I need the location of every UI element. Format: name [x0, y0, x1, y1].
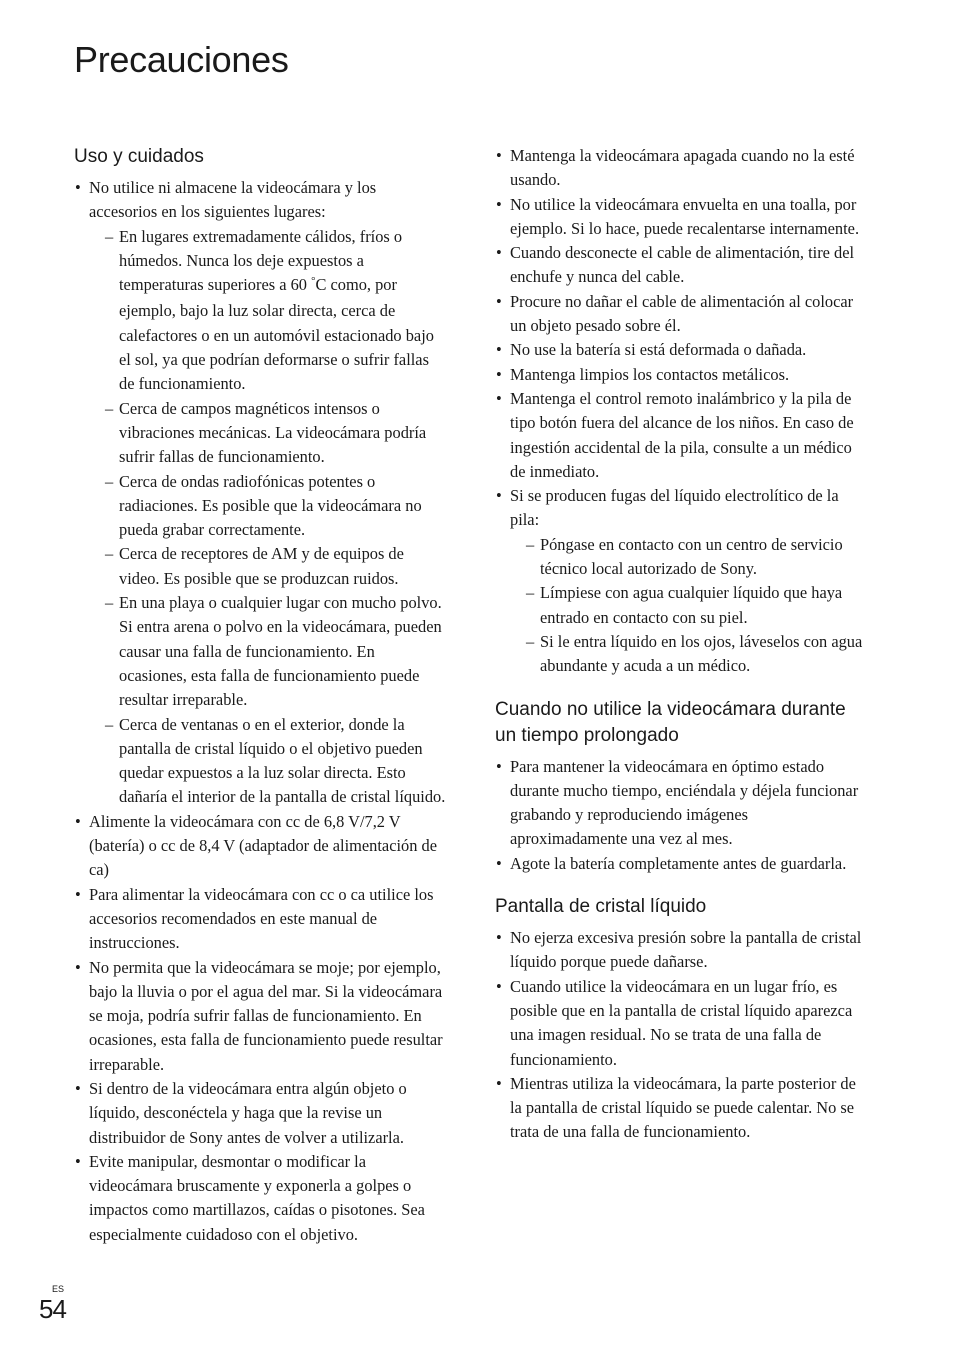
page-language-code: ES: [52, 1284, 65, 1294]
list-item: [495, 484, 867, 678]
list-item: • No utilice la videocámara envuelta en una toalla, por ejemplo. Si lo hace, puede recalentarse internamente.: [495, 193, 867, 242]
lcd-bullet-list: [495, 926, 867, 1145]
left-column: [74, 144, 446, 1247]
list-item: • Alimente la videocámara con cc de 6,8 V/7,2 V (batería) o cc de 8,4 V (adaptador de alimentación de ca): [74, 810, 446, 883]
list-item-text: No utilice ni almacene la videocámara y los accesorios en los siguientes lugares:: [89, 178, 377, 222]
list-item: • Mantenga el control remoto inalámbrico y la pila de tipo botón fuera del alcance de los niños. En caso de ingestión accidental de la pila, consulte a un médico de inmediato.: [495, 387, 867, 484]
sub-list-item: – Cerca de receptores de AM y de equipos de video. Es posible que se produzcan ruidos.: [89, 542, 446, 591]
degree-symbol: °: [311, 275, 316, 288]
care-bullet-list: [495, 144, 867, 679]
list-item: • Cuando desconecte el cable de alimentación, tire del enchufe y nunca del cable.: [495, 241, 867, 290]
sub-list-item-text-cont: C como, por ejemplo, bajo la luz solar directa, cerca de calefactores o en un automóvil estacionado bajo el sol, ya que podrían deformarse o sufrir fallas de funcionamiento.: [119, 275, 434, 394]
section-heading-lcd: Pantalla de cristal líquido: [495, 896, 707, 918]
right-column: [495, 144, 867, 1145]
sub-list-item: – Límpiese con agua cualquier líquido que haya entrado en contacto con su piel.: [510, 581, 867, 630]
sub-list-item: – En una playa o cualquier lugar con mucho polvo. Si entra arena o polvo en la videocámara, pueden causar una falla de funcionamiento. En ocasiones, esta falla de funcionamiento puede resultar irreparable.: [89, 591, 446, 712]
list-item: • Mantenga la videocámara apagada cuando no la esté usando.: [495, 144, 867, 193]
list-item: • Para mantener la videocámara en óptimo estado durante mucho tiempo, enciéndala y déjela funcionar grabando y reproduciendo imágenes aproximadamente una vez al mes.: [495, 755, 867, 852]
sub-list-item: – Cerca de ventanas o en el exterior, donde la pantalla de cristal líquido o el objetivo pueden quedar expuestos a la luz solar directa. Esto dañaría el interior de la pantalla de cristal líquido.: [89, 713, 446, 810]
section-heading-uso-y-cuidados: Uso y cuidados: [74, 146, 204, 167]
locations-sublist: [89, 225, 446, 810]
list-item-text: Si se producen fugas del líquido electrolítico de la pila:: [510, 486, 839, 530]
page-number: 54: [39, 1294, 66, 1324]
leak-sublist: [510, 533, 867, 679]
sub-list-item-text: En lugares extremadamente cálidos, fríos o húmedos. Nunca los deje expuestos a temperaturas superiores a 60: [119, 226, 403, 295]
list-item: • Si dentro de la videocámara entra algún objeto o líquido, desconéctela y haga que la revise un distribuidor de Sony antes de volver a utilizarla.: [74, 1077, 446, 1150]
sub-list-item: [89, 225, 446, 397]
list-item: • No ejerza excesiva presión sobre la pantalla de cristal líquido porque puede dañarse.: [495, 926, 867, 975]
sub-list-item: – Póngase en contacto con un centro de servicio técnico local autorizado de Sony.: [510, 533, 867, 582]
sub-list-item: – Cerca de ondas radiofónicas potentes o radiaciones. Es posible que la videocámara no pueda grabar correctamente.: [89, 470, 446, 543]
list-item: • No permita que la videocámara se moje; por ejemplo, bajo la lluvia o por el agua del mar. Si la videocámara se moja, podría sufrir fallas de funcionamiento. En ocasiones, esta falla de funcionamiento puede resultar irreparable.: [74, 956, 446, 1077]
section-heading-no-use: Cuando no utilice la videocámara durante un tiempo prolongado: [495, 698, 846, 746]
uso-bullet-list: [74, 176, 446, 1247]
no-use-bullet-list: [495, 755, 867, 876]
list-item: • Mantenga limpios los contactos metálicos.: [495, 363, 867, 387]
sub-list-item: – Si le entra líquido en los ojos, láveselos con agua abundante y acuda a un médico.: [510, 630, 867, 679]
sub-list-item: – Cerca de campos magnéticos intensos o vibraciones mecánicas. La videocámara podría sufrir fallas de funcionamiento.: [89, 397, 446, 470]
list-item: • No use la batería si está deformada o dañada.: [495, 338, 867, 362]
page-title: Precauciones: [74, 39, 289, 80]
list-item: • Cuando utilice la videocámara en un lugar frío, es posible que en la pantalla de cristal líquido aparezca una imagen residual. No se trata de una falla de funcionamiento.: [495, 975, 867, 1072]
list-item: • Evite manipular, desmontar o modificar la videocámara bruscamente y exponerla a golpes o impactos como martillazos, caídas o pisotones. Sea especialmente cuidadoso con el objetivo.: [74, 1150, 446, 1247]
list-item: [74, 176, 446, 810]
list-item: • Para alimentar la videocámara con cc o ca utilice los accesorios recomendados en este manual de instrucciones.: [74, 883, 446, 956]
list-item: • Mientras utiliza la videocámara, la parte posterior de la pantalla de cristal líquido se puede calentar. No se trata de una falla de funcionamiento.: [495, 1072, 867, 1145]
list-item: • Agote la batería completamente antes de guardarla.: [495, 852, 867, 876]
list-item: • Procure no dañar el cable de alimentación al colocar un objeto pesado sobre él.: [495, 290, 867, 339]
